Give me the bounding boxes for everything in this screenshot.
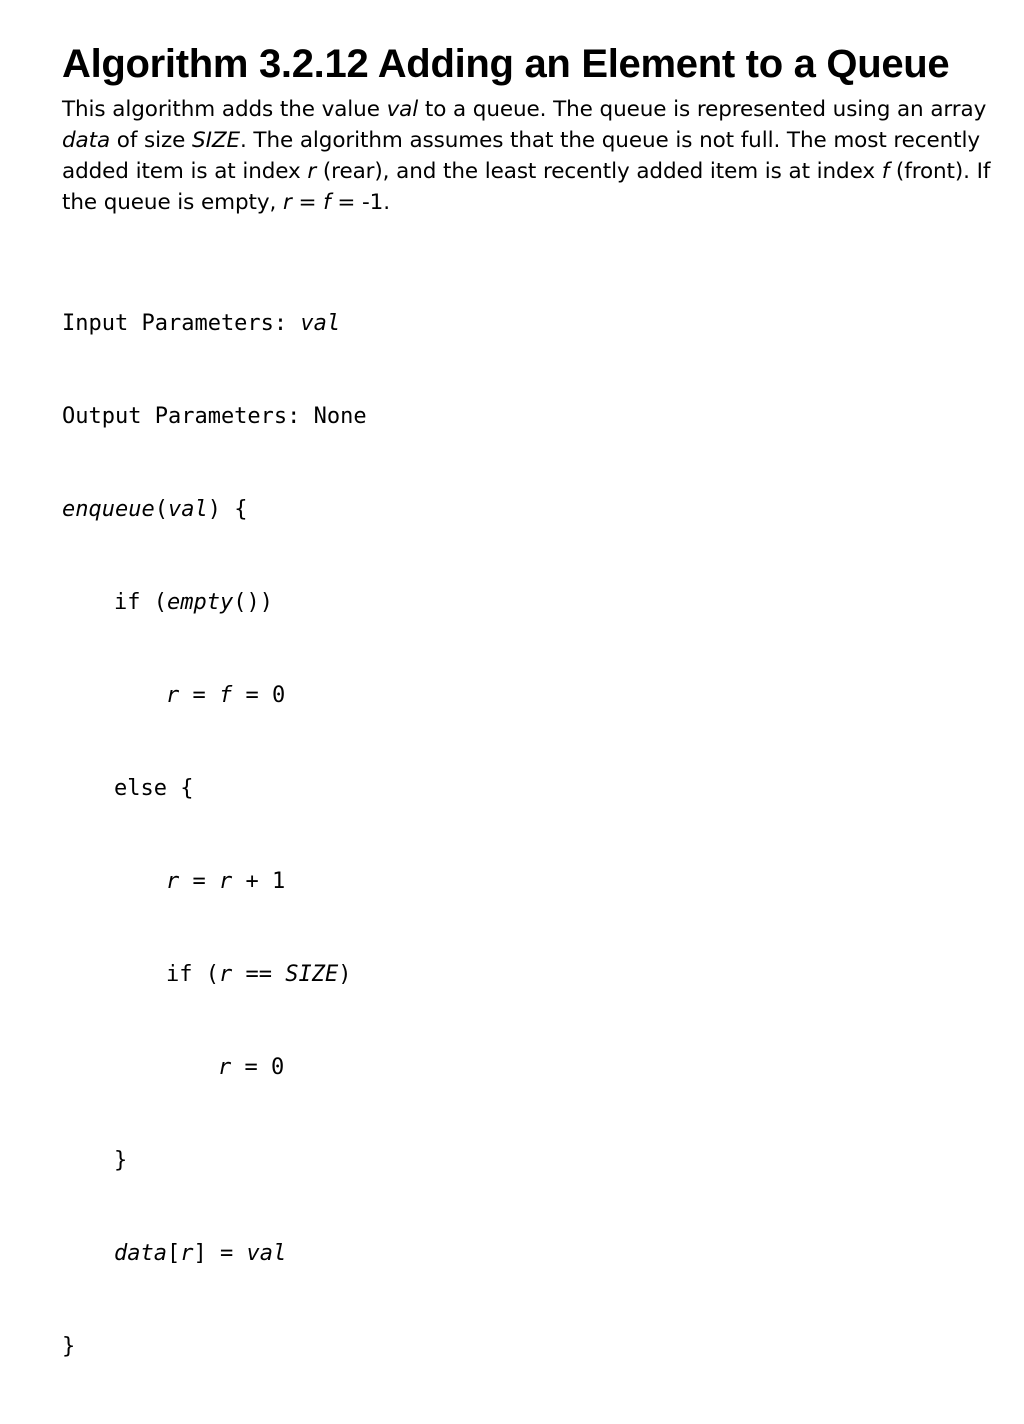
code-var: r — [166, 683, 180, 708]
pseudocode-block — [62, 246, 1002, 1424]
code-var: r — [219, 869, 233, 894]
code-text: if ( — [166, 962, 219, 987]
code-text: } — [62, 1334, 76, 1359]
code-text: ] = — [193, 1241, 247, 1266]
code-text: = — [179, 683, 219, 708]
code-line-close-else — [62, 1145, 1002, 1176]
code-line-increment — [62, 866, 1002, 897]
code-line-assign — [62, 1238, 1002, 1269]
code-text: = 0 — [231, 1055, 285, 1080]
code-text: } — [114, 1148, 128, 1173]
description-text: . The algorithm assumes that the queue is not full. The most recently added item is at index — [62, 128, 981, 184]
code-function-name: enqueue — [62, 497, 155, 522]
code-text: ) { — [207, 497, 248, 522]
code-line-signature — [62, 494, 1002, 525]
page-title: Algorithm 3.2.12 Adding an Element to a Queue — [62, 42, 950, 86]
description-text: of size — [110, 128, 193, 153]
description-text: (rear), and the least recently added item is at index — [316, 159, 882, 184]
description-var: r — [307, 159, 317, 184]
code-text: Output Parameters: None — [62, 404, 367, 429]
description-text: This algorithm adds the value — [62, 97, 387, 122]
description-text: = — [291, 190, 324, 215]
code-line-output — [62, 401, 1002, 432]
code-var: r — [218, 1055, 232, 1080]
code-text: [ — [166, 1241, 181, 1266]
code-text: ) — [338, 962, 352, 987]
code-text: = 0 — [232, 683, 286, 708]
slide — [62, 38, 1002, 1424]
code-line-reset — [62, 680, 1002, 711]
code-var: r — [180, 1241, 194, 1266]
code-function-name: empty — [166, 590, 234, 615]
description-var: data — [62, 128, 111, 153]
code-line-else — [62, 773, 1002, 804]
code-var: f — [219, 683, 233, 708]
code-text: + 1 — [232, 869, 286, 894]
description-var: SIZE — [192, 128, 240, 153]
code-var: r — [166, 869, 180, 894]
code-text: if ( — [114, 590, 167, 615]
code-text: else { — [114, 776, 194, 801]
algorithm-description — [62, 94, 1002, 218]
description-text: to a queue. The queue is represented using an array — [418, 97, 987, 122]
code-var: SIZE — [285, 962, 339, 987]
description-text: = -1. — [330, 190, 390, 215]
code-line-input — [62, 308, 1002, 339]
code-var: r — [218, 962, 233, 987]
code-text: == — [232, 962, 286, 987]
code-var: val — [167, 497, 208, 522]
code-text: ()) — [233, 590, 273, 615]
code-line-if-empty — [62, 587, 1002, 618]
description-text: (front). If the queue is empty, — [62, 159, 991, 215]
code-line-if-size — [62, 959, 1002, 990]
code-text: = — [179, 869, 219, 894]
description-var: r — [282, 190, 292, 215]
code-text: Input Parameters: — [62, 311, 301, 336]
code-var: val — [300, 311, 341, 336]
code-var: val — [246, 1241, 287, 1266]
code-line-wrap — [62, 1052, 1002, 1083]
code-var: data — [114, 1241, 167, 1266]
description-var: f — [881, 159, 890, 184]
code-line-close-function — [62, 1331, 1002, 1362]
description-var: f — [323, 190, 331, 215]
code-text: ( — [154, 497, 168, 522]
description-var: val — [386, 97, 419, 122]
